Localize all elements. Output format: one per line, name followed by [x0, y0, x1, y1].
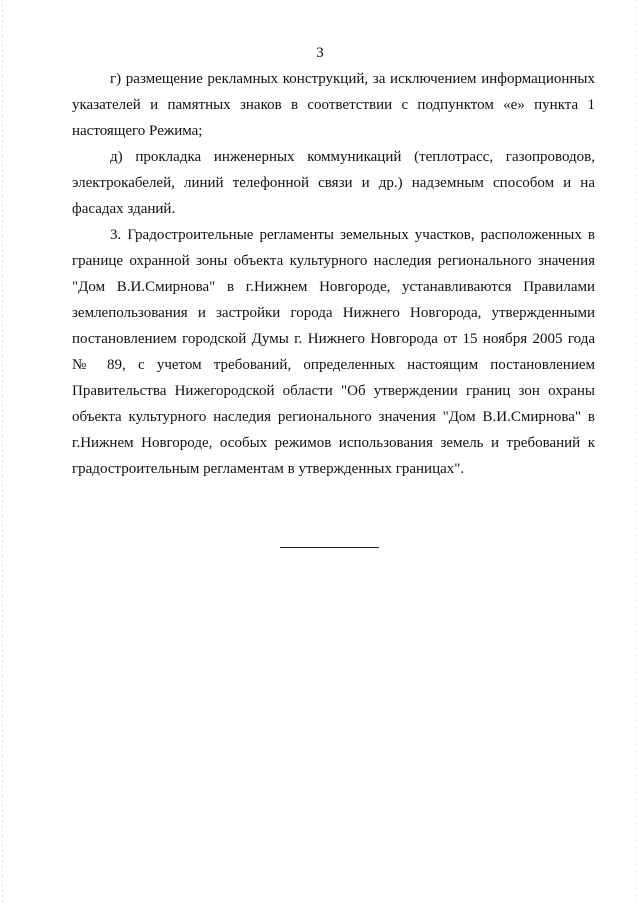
end-separator-line	[280, 547, 379, 548]
paragraph-item-g: г) размещение рекламных конструкций, за исключением информационных указателей и памятных знаков в соответствии с подпунктом «е» пункта 1 настоящего Режима;	[72, 71, 595, 139]
scan-edge-left	[2, 0, 3, 905]
scan-edge-right	[636, 0, 637, 905]
page-number: 3	[316, 45, 324, 61]
document-body	[72, 66, 595, 482]
paragraph-section-3: 3. Градостроительные регламенты земельных участков, расположенных в границе охранной зоны объекта культурного наследия регионального значения "Дом В.И.Смирнова" в г.Нижнем Новгороде, устанавливаются Правилами землепользования и застройки города Нижнего Новгорода, утвержденными постановлением городской Думы г. Нижнего Новгорода от 15 ноября 2005 года № 89, с учетом требований, определенных настоящим постановлением Правительства Нижегородской области "Об утверждении границ зон охраны объекта культурного наследия регионального значения "Дом В.И.Смирнова" в г.Нижнем Новгороде, особых режимов использования земель и требований к градостроительным регламентам в утвержденных границах".	[72, 227, 595, 477]
paragraph-item-d: д) прокладка инженерных коммуникаций (теплотрасс, газопроводов, электрокабелей, линий телефонной связи и др.) надземным способом и на фасадах зданий.	[72, 149, 595, 217]
